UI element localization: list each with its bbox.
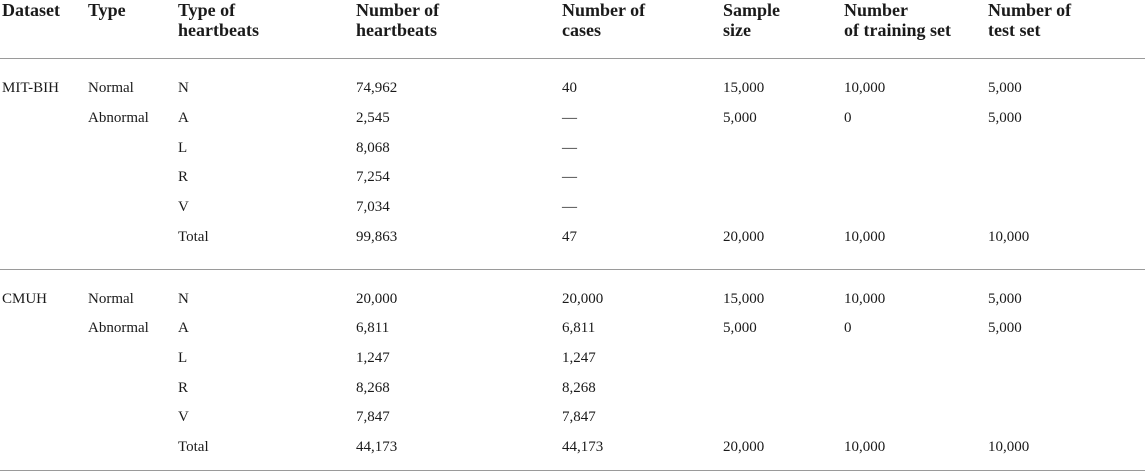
column-header-line: size	[723, 20, 751, 40]
cell-heartbeats: 7,034	[356, 199, 390, 215]
cell-cases: —	[562, 199, 577, 215]
cell-type: Abnormal	[88, 320, 149, 336]
cell-sample-size: 20,000	[723, 229, 765, 245]
column-header-line: heartbeats	[356, 20, 437, 40]
cell-cases: —	[562, 140, 577, 156]
column-header-sample-size	[723, 0, 780, 40]
cell-dataset: CMUH	[2, 291, 48, 307]
cell-heartbeat-type: L	[178, 140, 188, 156]
cell-training-set: 0	[844, 320, 852, 336]
cell-heartbeat-type: R	[178, 169, 189, 185]
cell-heartbeat-type: V	[178, 199, 189, 215]
cell-heartbeats: 20,000	[356, 291, 398, 307]
cell-cases: 20,000	[562, 291, 604, 307]
cell-heartbeat-type: L	[178, 350, 188, 366]
cell-cases: 44,173	[562, 439, 604, 455]
group-divider	[0, 269, 1145, 270]
cell-heartbeat-type: Total	[178, 229, 209, 245]
column-header-cases	[562, 0, 645, 40]
column-header-test-set	[988, 0, 1071, 40]
column-header-line: Sample	[723, 0, 781, 20]
cell-heartbeats: 8,068	[356, 140, 390, 156]
column-header-line: Number of	[356, 0, 440, 20]
cell-heartbeats: 7,254	[356, 169, 390, 185]
cell-cases: —	[562, 110, 577, 126]
column-header-line: of training set	[844, 20, 951, 40]
column-header-line: Type of	[178, 0, 236, 20]
column-header-line: Type	[88, 0, 126, 20]
column-header-training-set	[844, 0, 951, 40]
cell-cases: 7,847	[562, 409, 596, 425]
cell-test-set: 5,000	[988, 320, 1022, 336]
cell-test-set: 5,000	[988, 291, 1022, 307]
cell-sample-size: 5,000	[723, 110, 757, 126]
cell-heartbeats: 1,247	[356, 350, 390, 366]
cell-training-set: 10,000	[844, 229, 886, 245]
cell-heartbeats: 44,173	[356, 439, 398, 455]
cell-cases: 47	[562, 229, 577, 245]
bottom-divider	[0, 470, 1145, 471]
cell-sample-size: 5,000	[723, 320, 757, 336]
column-header-line: Number	[844, 0, 908, 20]
cell-cases: 1,247	[562, 350, 596, 366]
cell-test-set: 5,000	[988, 80, 1022, 96]
cell-type: Normal	[88, 291, 134, 307]
cell-test-set: 10,000	[988, 439, 1030, 455]
column-header-heartbeat-type	[178, 0, 259, 40]
cell-heartbeat-type: Total	[178, 439, 209, 455]
cell-sample-size: 15,000	[723, 291, 765, 307]
cell-type: Abnormal	[88, 110, 149, 126]
cell-training-set: 10,000	[844, 439, 886, 455]
cell-cases: 40	[562, 80, 577, 96]
cell-cases: —	[562, 169, 577, 185]
cell-type: Normal	[88, 80, 134, 96]
cell-sample-size: 15,000	[723, 80, 765, 96]
cell-heartbeat-type: N	[178, 291, 189, 307]
cell-cases: 6,811	[562, 320, 596, 336]
column-header-type	[88, 0, 126, 20]
cell-heartbeat-type: R	[178, 380, 189, 396]
cell-training-set: 10,000	[844, 80, 886, 96]
cell-heartbeat-type: V	[178, 409, 189, 425]
cell-heartbeat-type: N	[178, 80, 189, 96]
cell-heartbeats: 74,962	[356, 80, 398, 96]
cell-heartbeats: 6,811	[356, 320, 390, 336]
column-header-line: Number of	[988, 0, 1072, 20]
cell-test-set: 10,000	[988, 229, 1030, 245]
cell-test-set: 5,000	[988, 110, 1022, 126]
column-header-line: Number of	[562, 0, 646, 20]
cell-heartbeats: 2,545	[356, 110, 390, 126]
column-header-line: cases	[562, 20, 601, 40]
cell-dataset: MIT-BIH	[2, 80, 59, 96]
column-header-line: heartbeats	[178, 20, 259, 40]
cell-heartbeats: 7,847	[356, 409, 390, 425]
column-header-heartbeats	[356, 0, 439, 40]
cell-heartbeat-type: A	[178, 320, 189, 336]
column-header-dataset	[2, 0, 60, 20]
cell-heartbeats: 8,268	[356, 380, 390, 396]
cell-training-set: 10,000	[844, 291, 886, 307]
header-divider	[0, 58, 1145, 59]
cell-training-set: 0	[844, 110, 852, 126]
cell-heartbeats: 99,863	[356, 229, 398, 245]
cell-heartbeat-type: A	[178, 110, 189, 126]
cell-cases: 8,268	[562, 380, 596, 396]
column-header-line: Dataset	[2, 0, 60, 20]
column-header-line: test set	[988, 20, 1041, 40]
cell-sample-size: 20,000	[723, 439, 765, 455]
